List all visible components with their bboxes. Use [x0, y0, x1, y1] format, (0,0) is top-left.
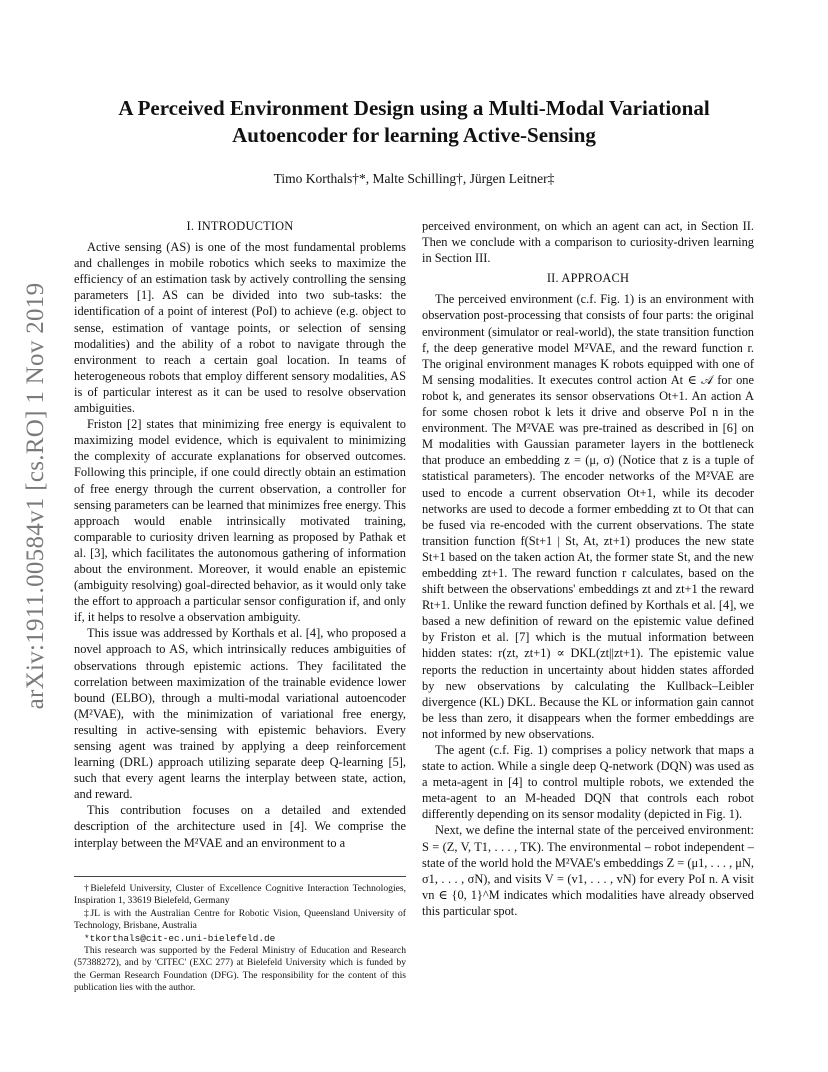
paragraph: This contribution focuses on a detailed and extended description of the architecture used in [4]. We comprise the interplay between the M²VAE and an environment to a [74, 803, 406, 850]
paragraph: Next, we define the internal state of the perceived environment: S = (Z, V, T1, . . . , TK). The environmental – robot independent – state of the world hold the M²VAE's embeddings Z = (μ1, . . . , μN, σ1, . . . , σN), and visits V = (v1, . . . , vN) for every PoI n. A visit vn ∈ {0, 1}^M indicates which modalities have already observed this particular spot. [422, 823, 754, 918]
paragraph: perceived environment, on which an agent can act, in Section II. Then we conclude with a comparison to curiosity-driven learning in Section III. [422, 219, 754, 266]
arxiv-identifier: arXiv:1911.00584v1 [cs.RO] 1 Nov 2019 [22, 282, 49, 710]
left-column [74, 218, 406, 851]
footnotes [74, 876, 406, 995]
section-heading-approach: II. APPROACH [546, 271, 630, 286]
paragraph: The agent (c.f. Fig. 1) comprises a policy network that maps a state to action. While a single deep Q-network (DQN) was used as a meta-agent in [4] to control multiple robots, we extended the meta-agent to an M-headed DQN that controls each robot differently depending on its sensor modality (depicted in Fig. 1). [422, 743, 754, 822]
section-heading-introduction: I. INTRODUCTION [186, 219, 294, 233]
footnote-email[interactable]: *tkorthals@cit-ec.uni-bielefeld.de [84, 932, 276, 944]
footnote-affiliation-2: ‡JL is with the Australian Centre for Robotic Vision, Queensland University of Technology, Brisbane, Australia [74, 907, 406, 932]
paragraph: This issue was addressed by Korthals et al. [4], who proposed a novel approach to AS, which intrinsically reduces ambiguities of observations through epistemic actions. They facilitated the correlation between maximization of the trainable evidence lower bound (ELBO), through a multi-modal variational autoencoder (M²VAE), with the minimization of variational free energy, resulting in active-sensing with epistemic behaviors. Every sensing agent was trained by applying a deep reinforcement learning (DRL) approach utilizing separate deep Q-learning [5], such that every agent learns the interplay between state, action, and reward. [74, 626, 406, 802]
paragraph: The perceived environment (c.f. Fig. 1) is an environment with observation post-processing that consists of four parts: the original environment (simulator or real-world), the state transition function f, the deep generative model M²VAE, and the reward function r. The original environment manages K robots equipped with one of M sensing modalities. It executes control action At ∈ 𝒜 for one robot k, and generates its sensor observations Ot+1. An action A for some chosen robot k lets it drive and observe PoI n in the environment. The M²VAE was pre-trained as described in [6] on M modalities with Gaussian parameter layers in the bottleneck that produce an embedding z = (μ, σ) (Notice that z is a tuple of statistical parameters). The encoder networks of the M²VAE are used to encode a current observation Ot+1, while its decoder networks are used to decode a former embedding zt to Ot that can be fused via re-encoded with the current observations. The state transition function f(St+1 | St, At, zt+1) produces the new state St+1 based on the taken action At, the former state St, and the new embedding zt+1. The reward function r calculates, based on the shift between the observations' embeddings zt and zt+1 the reward Rt+1. Unlike the reward function defined by Korthals et al. [4], we based a new definition of reward on the epistemic value defined by Friston et al. [7] which is the mutual information between hidden states: r(zt, zt+1) ∝ DKL(zt||zt+1). The epistemic value reports the reduction in uncertainty about hidden states afforded by new observations by calculating the Kullback–Leibler divergence (KL) DKL. Because the KL or information gain cannot be less than zero, it disappears when the former embeddings are not informed by new observations. [422, 292, 754, 741]
paragraph: Friston [2] states that minimizing free energy is equivalent to maximizing model evidence, which is equivalent to minimizing the complexity of accurate explanations for observed outcomes. Following this principle, if one could directly obtain an estimation of free energy through the current observation, a controller for sensing parameters can be learned that minimizes free energy. This approach would enable intrinsically motivated training, comparable to curiosity driven learning as proposed by Pathak et al. [3], which facilitates the autonomous gathering of information about the environment. Moreover, it would enable an epistemic (ambiguity resolving) goal-directed behavior, as it would only take the effort to approach a particular sensor configuration if, and only if, it helps to resolve a observation ambiguity. [74, 417, 406, 625]
author-list: Timo Korthals†*, Malte Schilling†, Jürgen Leitner‡ [273, 171, 555, 186]
footnote-funding: This research was supported by the Federal Ministry of Education and Research (57388272), and by 'CITEC' (EXC 277) at Bielefeld University which is funded by the German Research Foundation (DFG). The responsibility for the content of this publication lies with the author. [74, 945, 406, 994]
footnote-affiliation-1: †Bielefeld University, Cluster of Excellence Cognitive Interaction Technologies, Inspiration 1, 33619 Bielefeld, Germany [74, 883, 406, 907]
right-column [422, 218, 754, 919]
paragraph: Active sensing (AS) is one of the most fundamental problems and challenges in mobile robotics which seeks to maximize the efficiency of an estimation task by actively controlling the sensing parameters [1]. AS can be divided into two sub-tasks: the identification of a point of interest (PoI) to achieve (e.g. object to sense, estimation of vantage points, or selection of sensing modalities) and the ability of a robot to navigate through the environment to reach a certain goal location. In teams of heterogeneous robots that employ different sensory modalities, AS is of particular interest as it can be used to resolve observation ambiguities. [74, 240, 406, 416]
paper-title: A Perceived Environment Design using a Multi-Modal Variational Autoencoder for learning Active-Sensing [118, 96, 710, 147]
